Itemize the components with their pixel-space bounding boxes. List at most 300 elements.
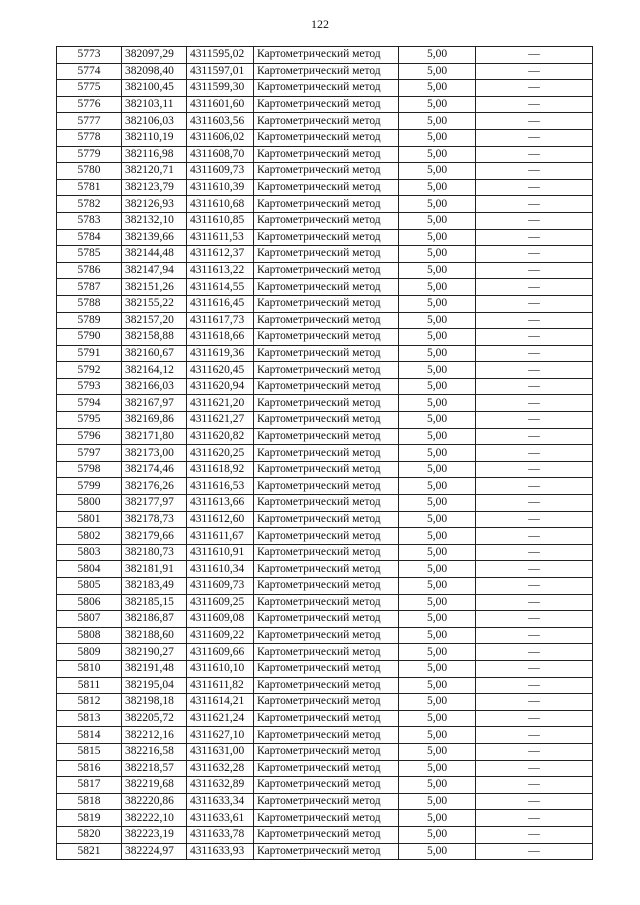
point-number-cell: 5813 [57, 710, 122, 727]
accuracy-cell: 5,00 [399, 163, 476, 180]
description-cell: — [476, 279, 593, 296]
y-coordinate-cell: 4311610,85 [187, 212, 254, 229]
method-cell: Картометрический метод [254, 412, 399, 429]
point-number-cell: 5803 [57, 544, 122, 561]
description-cell: — [476, 544, 593, 561]
table-row [57, 163, 593, 180]
accuracy-cell: 5,00 [399, 445, 476, 462]
table-row [57, 63, 593, 80]
point-number-cell: 5814 [57, 727, 122, 744]
y-coordinate-cell: 4311627,10 [187, 727, 254, 744]
y-coordinate-cell: 4311597,01 [187, 63, 254, 80]
accuracy-cell: 5,00 [399, 246, 476, 263]
accuracy-cell: 5,00 [399, 378, 476, 395]
description-cell: — [476, 63, 593, 80]
description-cell: — [476, 246, 593, 263]
x-coordinate-cell: 382173,00 [122, 445, 187, 462]
method-cell: Картометрический метод [254, 262, 399, 279]
point-number-cell: 5816 [57, 760, 122, 777]
x-coordinate-cell: 382103,11 [122, 96, 187, 113]
table-row [57, 362, 593, 379]
description-cell: — [476, 312, 593, 329]
y-coordinate-cell: 4311601,60 [187, 96, 254, 113]
x-coordinate-cell: 382126,93 [122, 196, 187, 213]
y-coordinate-cell: 4311611,82 [187, 677, 254, 694]
method-cell: Картометрический метод [254, 793, 399, 810]
description-cell: — [476, 694, 593, 711]
y-coordinate-cell: 4311633,61 [187, 810, 254, 827]
description-cell: — [476, 362, 593, 379]
point-number-cell: 5812 [57, 694, 122, 711]
accuracy-cell: 5,00 [399, 179, 476, 196]
description-cell: — [476, 644, 593, 661]
table-row [57, 146, 593, 163]
table-row [57, 511, 593, 528]
y-coordinate-cell: 4311632,28 [187, 760, 254, 777]
method-cell: Картометрический метод [254, 312, 399, 329]
method-cell: Картометрический метод [254, 561, 399, 578]
accuracy-cell: 5,00 [399, 578, 476, 595]
method-cell: Картометрический метод [254, 445, 399, 462]
accuracy-cell: 5,00 [399, 810, 476, 827]
accuracy-cell: 5,00 [399, 113, 476, 130]
point-number-cell: 5817 [57, 777, 122, 794]
method-cell: Картометрический метод [254, 511, 399, 528]
table-row [57, 113, 593, 130]
description-cell: — [476, 295, 593, 312]
point-number-cell: 5776 [57, 96, 122, 113]
method-cell: Картометрический метод [254, 677, 399, 694]
table-row [57, 760, 593, 777]
point-number-cell: 5795 [57, 412, 122, 429]
y-coordinate-cell: 4311606,02 [187, 129, 254, 146]
description-cell: — [476, 47, 593, 64]
x-coordinate-cell: 382166,03 [122, 378, 187, 395]
accuracy-cell: 5,00 [399, 561, 476, 578]
y-coordinate-cell: 4311610,68 [187, 196, 254, 213]
method-cell: Картометрический метод [254, 329, 399, 346]
accuracy-cell: 5,00 [399, 47, 476, 64]
table-row [57, 777, 593, 794]
table-row [57, 295, 593, 312]
description-cell: — [476, 412, 593, 429]
method-cell: Картометрический метод [254, 710, 399, 727]
x-coordinate-cell: 382171,80 [122, 428, 187, 445]
accuracy-cell: 5,00 [399, 694, 476, 711]
accuracy-cell: 5,00 [399, 826, 476, 843]
accuracy-cell: 5,00 [399, 627, 476, 644]
point-number-cell: 5819 [57, 810, 122, 827]
description-cell: — [476, 710, 593, 727]
method-cell: Картометрический метод [254, 461, 399, 478]
accuracy-cell: 5,00 [399, 428, 476, 445]
y-coordinate-cell: 4311616,53 [187, 478, 254, 495]
y-coordinate-cell: 4311620,94 [187, 378, 254, 395]
table-row [57, 196, 593, 213]
accuracy-cell: 5,00 [399, 212, 476, 229]
accuracy-cell: 5,00 [399, 412, 476, 429]
y-coordinate-cell: 4311595,02 [187, 47, 254, 64]
accuracy-cell: 5,00 [399, 362, 476, 379]
accuracy-cell: 5,00 [399, 660, 476, 677]
y-coordinate-cell: 4311609,73 [187, 578, 254, 595]
y-coordinate-cell: 4311633,34 [187, 793, 254, 810]
description-cell: — [476, 229, 593, 246]
point-number-cell: 5820 [57, 826, 122, 843]
point-number-cell: 5773 [57, 47, 122, 64]
method-cell: Картометрический метод [254, 179, 399, 196]
accuracy-cell: 5,00 [399, 544, 476, 561]
point-number-cell: 5811 [57, 677, 122, 694]
x-coordinate-cell: 382100,45 [122, 80, 187, 97]
accuracy-cell: 5,00 [399, 229, 476, 246]
point-number-cell: 5797 [57, 445, 122, 462]
accuracy-cell: 5,00 [399, 611, 476, 628]
point-number-cell: 5778 [57, 129, 122, 146]
x-coordinate-cell: 382167,97 [122, 395, 187, 412]
table-row [57, 627, 593, 644]
y-coordinate-cell: 4311609,22 [187, 627, 254, 644]
y-coordinate-cell: 4311619,36 [187, 345, 254, 362]
table-row [57, 578, 593, 595]
y-coordinate-cell: 4311611,67 [187, 528, 254, 545]
y-coordinate-cell: 4311610,39 [187, 179, 254, 196]
y-coordinate-cell: 4311633,78 [187, 826, 254, 843]
method-cell: Картометрический метод [254, 611, 399, 628]
accuracy-cell: 5,00 [399, 511, 476, 528]
description-cell: — [476, 196, 593, 213]
page-number: 122 [311, 17, 329, 31]
method-cell: Картометрический метод [254, 196, 399, 213]
method-cell: Картометрический метод [254, 594, 399, 611]
accuracy-cell: 5,00 [399, 312, 476, 329]
point-number-cell: 5791 [57, 345, 122, 362]
y-coordinate-cell: 4311610,34 [187, 561, 254, 578]
description-cell: — [476, 627, 593, 644]
description-cell: — [476, 495, 593, 512]
x-coordinate-cell: 382180,73 [122, 544, 187, 561]
y-coordinate-cell: 4311632,89 [187, 777, 254, 794]
description-cell: — [476, 345, 593, 362]
method-cell: Картометрический метод [254, 229, 399, 246]
y-coordinate-cell: 4311603,56 [187, 113, 254, 130]
point-number-cell: 5804 [57, 561, 122, 578]
table-row [57, 47, 593, 64]
method-cell: Картометрический метод [254, 826, 399, 843]
point-number-cell: 5808 [57, 627, 122, 644]
method-cell: Картометрический метод [254, 843, 399, 860]
y-coordinate-cell: 4311609,25 [187, 594, 254, 611]
table-row [57, 412, 593, 429]
x-coordinate-cell: 382177,97 [122, 495, 187, 512]
point-number-cell: 5784 [57, 229, 122, 246]
description-cell: — [476, 428, 593, 445]
y-coordinate-cell: 4311609,66 [187, 644, 254, 661]
x-coordinate-cell: 382098,40 [122, 63, 187, 80]
accuracy-cell: 5,00 [399, 196, 476, 213]
accuracy-cell: 5,00 [399, 329, 476, 346]
description-cell: — [476, 843, 593, 860]
method-cell: Картометрический метод [254, 694, 399, 711]
y-coordinate-cell: 4311616,45 [187, 295, 254, 312]
accuracy-cell: 5,00 [399, 727, 476, 744]
table-row [57, 345, 593, 362]
accuracy-cell: 5,00 [399, 262, 476, 279]
method-cell: Картометрический метод [254, 760, 399, 777]
table-row [57, 677, 593, 694]
x-coordinate-cell: 382191,48 [122, 660, 187, 677]
method-cell: Картометрический метод [254, 212, 399, 229]
description-cell: — [476, 528, 593, 545]
accuracy-cell: 5,00 [399, 710, 476, 727]
description-cell: — [476, 179, 593, 196]
x-coordinate-cell: 382106,03 [122, 113, 187, 130]
table-row [57, 312, 593, 329]
description-cell: — [476, 146, 593, 163]
point-number-cell: 5798 [57, 461, 122, 478]
method-cell: Картометрический метод [254, 660, 399, 677]
method-cell: Картометрический метод [254, 743, 399, 760]
x-coordinate-cell: 382155,22 [122, 295, 187, 312]
table-row [57, 743, 593, 760]
point-number-cell: 5782 [57, 196, 122, 213]
method-cell: Картометрический метод [254, 163, 399, 180]
x-coordinate-cell: 382198,18 [122, 694, 187, 711]
y-coordinate-cell: 4311608,70 [187, 146, 254, 163]
description-cell: — [476, 113, 593, 130]
x-coordinate-cell: 382160,67 [122, 345, 187, 362]
x-coordinate-cell: 382097,29 [122, 47, 187, 64]
y-coordinate-cell: 4311620,82 [187, 428, 254, 445]
y-coordinate-cell: 4311609,73 [187, 163, 254, 180]
point-number-cell: 5774 [57, 63, 122, 80]
y-coordinate-cell: 4311618,66 [187, 329, 254, 346]
table-row [57, 246, 593, 263]
point-number-cell: 5789 [57, 312, 122, 329]
description-cell: — [476, 826, 593, 843]
accuracy-cell: 5,00 [399, 594, 476, 611]
description-cell: — [476, 511, 593, 528]
point-number-cell: 5796 [57, 428, 122, 445]
x-coordinate-cell: 382164,12 [122, 362, 187, 379]
point-number-cell: 5807 [57, 611, 122, 628]
description-cell: — [476, 80, 593, 97]
table-row [57, 843, 593, 860]
method-cell: Картометрический метод [254, 528, 399, 545]
description-cell: — [476, 793, 593, 810]
description-cell: — [476, 660, 593, 677]
x-coordinate-cell: 382123,79 [122, 179, 187, 196]
accuracy-cell: 5,00 [399, 146, 476, 163]
table-row [57, 611, 593, 628]
method-cell: Картометрический метод [254, 478, 399, 495]
method-cell: Картометрический метод [254, 146, 399, 163]
method-cell: Картометрический метод [254, 495, 399, 512]
method-cell: Картометрический метод [254, 96, 399, 113]
point-number-cell: 5786 [57, 262, 122, 279]
x-coordinate-cell: 382139,66 [122, 229, 187, 246]
table-row [57, 428, 593, 445]
accuracy-cell: 5,00 [399, 793, 476, 810]
table-row [57, 793, 593, 810]
table-row [57, 694, 593, 711]
x-coordinate-cell: 382132,10 [122, 212, 187, 229]
x-coordinate-cell: 382179,66 [122, 528, 187, 545]
point-number-cell: 5775 [57, 80, 122, 97]
description-cell: — [476, 129, 593, 146]
y-coordinate-cell: 4311610,91 [187, 544, 254, 561]
y-coordinate-cell: 4311614,55 [187, 279, 254, 296]
point-number-cell: 5800 [57, 495, 122, 512]
accuracy-cell: 5,00 [399, 644, 476, 661]
y-coordinate-cell: 4311612,37 [187, 246, 254, 263]
x-coordinate-cell: 382174,46 [122, 461, 187, 478]
description-cell: — [476, 478, 593, 495]
table-row [57, 710, 593, 727]
accuracy-cell: 5,00 [399, 63, 476, 80]
method-cell: Картометрический метод [254, 777, 399, 794]
x-coordinate-cell: 382216,58 [122, 743, 187, 760]
method-cell: Картометрический метод [254, 80, 399, 97]
x-coordinate-cell: 382190,27 [122, 644, 187, 661]
x-coordinate-cell: 382116,98 [122, 146, 187, 163]
point-number-cell: 5790 [57, 329, 122, 346]
method-cell: Картометрический метод [254, 378, 399, 395]
accuracy-cell: 5,00 [399, 129, 476, 146]
accuracy-cell: 5,00 [399, 743, 476, 760]
accuracy-cell: 5,00 [399, 345, 476, 362]
accuracy-cell: 5,00 [399, 295, 476, 312]
point-number-cell: 5779 [57, 146, 122, 163]
description-cell: — [476, 727, 593, 744]
method-cell: Картометрический метод [254, 578, 399, 595]
table-row [57, 528, 593, 545]
point-number-cell: 5805 [57, 578, 122, 595]
table-row [57, 810, 593, 827]
point-number-cell: 5781 [57, 179, 122, 196]
y-coordinate-cell: 4311631,00 [187, 743, 254, 760]
description-cell: — [476, 760, 593, 777]
point-number-cell: 5802 [57, 528, 122, 545]
table-row [57, 445, 593, 462]
description-cell: — [476, 445, 593, 462]
point-number-cell: 5809 [57, 644, 122, 661]
description-cell: — [476, 677, 593, 694]
x-coordinate-cell: 382212,16 [122, 727, 187, 744]
x-coordinate-cell: 382157,20 [122, 312, 187, 329]
method-cell: Картометрический метод [254, 395, 399, 412]
y-coordinate-cell: 4311613,66 [187, 495, 254, 512]
method-cell: Картометрический метод [254, 544, 399, 561]
point-number-cell: 5785 [57, 246, 122, 263]
table-row [57, 378, 593, 395]
table-row [57, 544, 593, 561]
x-coordinate-cell: 382218,57 [122, 760, 187, 777]
point-number-cell: 5783 [57, 212, 122, 229]
method-cell: Картометрический метод [254, 246, 399, 263]
method-cell: Картометрический метод [254, 362, 399, 379]
point-number-cell: 5799 [57, 478, 122, 495]
x-coordinate-cell: 382183,49 [122, 578, 187, 595]
coordinates-table [56, 46, 593, 860]
description-cell: — [476, 262, 593, 279]
table-row [57, 495, 593, 512]
y-coordinate-cell: 4311611,53 [187, 229, 254, 246]
x-coordinate-cell: 382120,71 [122, 163, 187, 180]
description-cell: — [476, 810, 593, 827]
table-row [57, 279, 593, 296]
table-row [57, 727, 593, 744]
x-coordinate-cell: 382186,87 [122, 611, 187, 628]
point-number-cell: 5777 [57, 113, 122, 130]
x-coordinate-cell: 382147,94 [122, 262, 187, 279]
accuracy-cell: 5,00 [399, 528, 476, 545]
description-cell: — [476, 329, 593, 346]
accuracy-cell: 5,00 [399, 843, 476, 860]
x-coordinate-cell: 382224,97 [122, 843, 187, 860]
x-coordinate-cell: 382169,86 [122, 412, 187, 429]
y-coordinate-cell: 4311617,73 [187, 312, 254, 329]
x-coordinate-cell: 382219,68 [122, 777, 187, 794]
description-cell: — [476, 378, 593, 395]
y-coordinate-cell: 4311620,45 [187, 362, 254, 379]
x-coordinate-cell: 382195,04 [122, 677, 187, 694]
table-row [57, 212, 593, 229]
description-cell: — [476, 212, 593, 229]
point-number-cell: 5794 [57, 395, 122, 412]
accuracy-cell: 5,00 [399, 495, 476, 512]
table-row [57, 96, 593, 113]
x-coordinate-cell: 382151,26 [122, 279, 187, 296]
method-cell: Картометрический метод [254, 63, 399, 80]
y-coordinate-cell: 4311599,30 [187, 80, 254, 97]
accuracy-cell: 5,00 [399, 478, 476, 495]
x-coordinate-cell: 382188,60 [122, 627, 187, 644]
x-coordinate-cell: 382176,26 [122, 478, 187, 495]
x-coordinate-cell: 382223,19 [122, 826, 187, 843]
y-coordinate-cell: 4311620,25 [187, 445, 254, 462]
x-coordinate-cell: 382110,19 [122, 129, 187, 146]
method-cell: Картометрический метод [254, 428, 399, 445]
table-row [57, 561, 593, 578]
method-cell: Картометрический метод [254, 129, 399, 146]
accuracy-cell: 5,00 [399, 96, 476, 113]
method-cell: Картометрический метод [254, 627, 399, 644]
table-row [57, 644, 593, 661]
method-cell: Картометрический метод [254, 113, 399, 130]
description-cell: — [476, 163, 593, 180]
table-row [57, 826, 593, 843]
y-coordinate-cell: 4311614,21 [187, 694, 254, 711]
x-coordinate-cell: 382222,10 [122, 810, 187, 827]
method-cell: Картометрический метод [254, 279, 399, 296]
accuracy-cell: 5,00 [399, 461, 476, 478]
table-row [57, 80, 593, 97]
point-number-cell: 5818 [57, 793, 122, 810]
y-coordinate-cell: 4311621,24 [187, 710, 254, 727]
method-cell: Картометрический метод [254, 47, 399, 64]
x-coordinate-cell: 382181,91 [122, 561, 187, 578]
accuracy-cell: 5,00 [399, 777, 476, 794]
y-coordinate-cell: 4311610,10 [187, 660, 254, 677]
y-coordinate-cell: 4311609,08 [187, 611, 254, 628]
table-row [57, 461, 593, 478]
description-cell: — [476, 561, 593, 578]
accuracy-cell: 5,00 [399, 395, 476, 412]
description-cell: — [476, 578, 593, 595]
y-coordinate-cell: 4311621,20 [187, 395, 254, 412]
point-number-cell: 5810 [57, 660, 122, 677]
